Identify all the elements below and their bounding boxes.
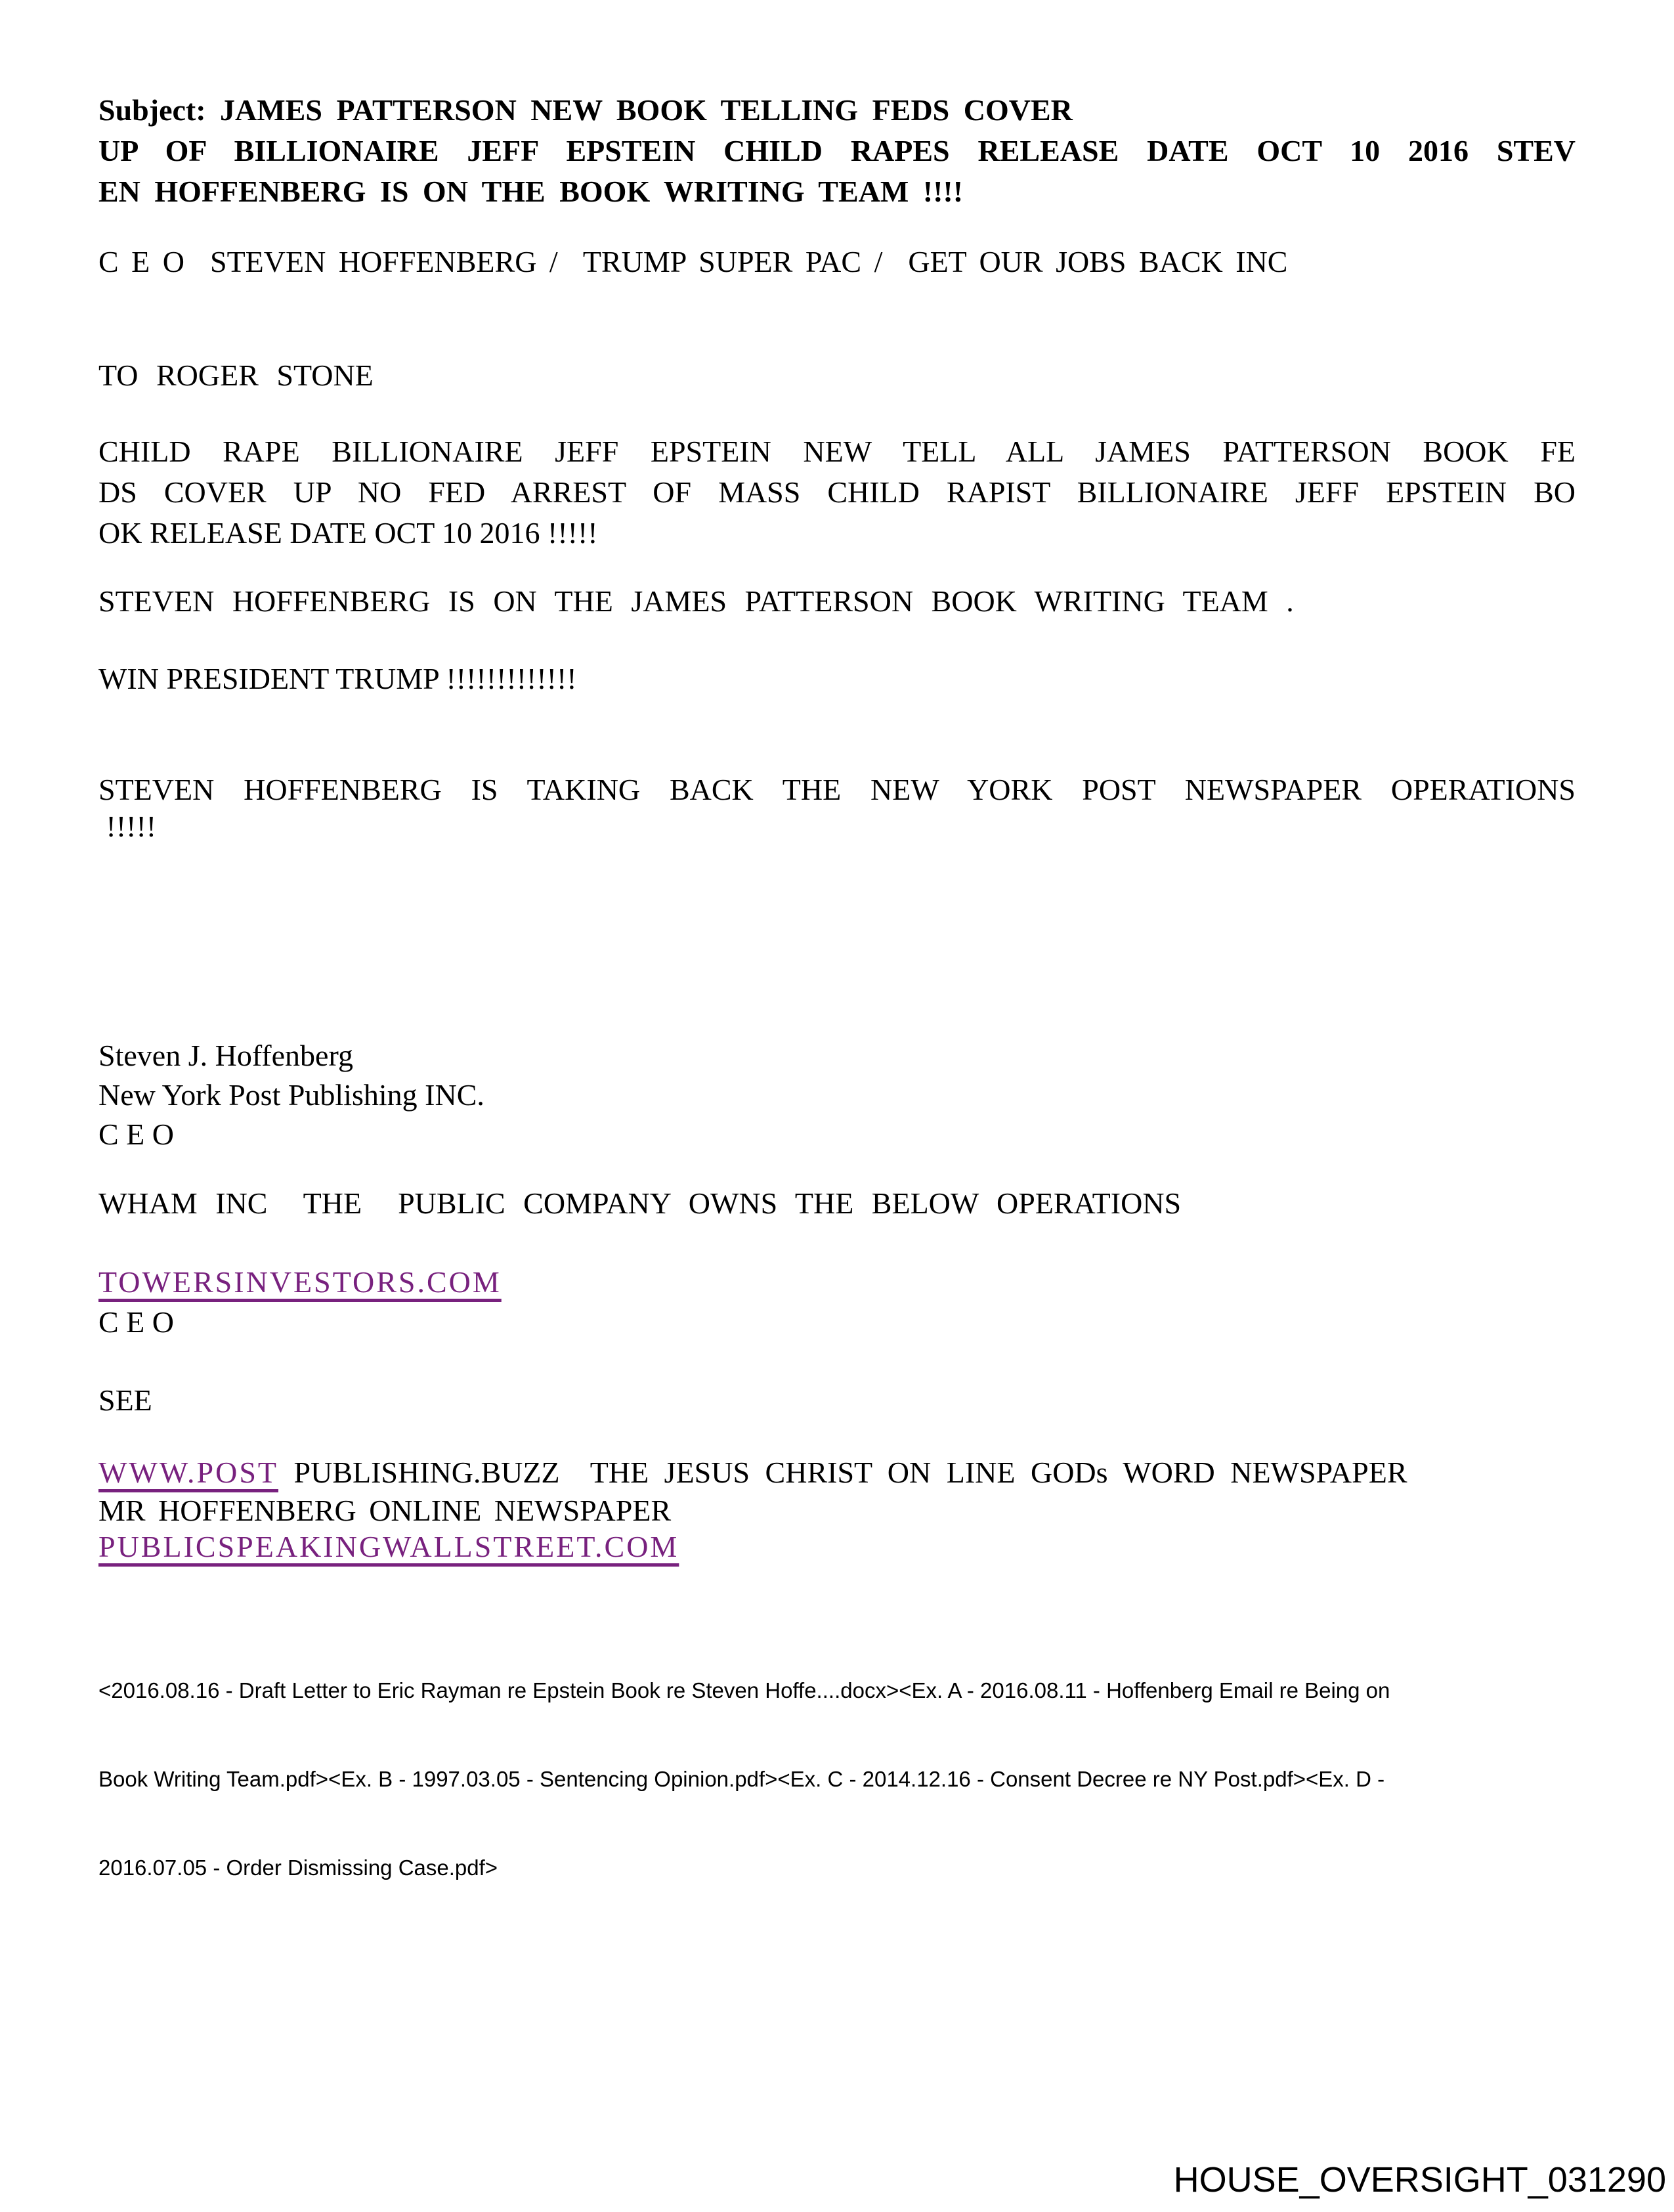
from-line: C E O STEVEN HOFFENBERG / TRUMP SUPER PAC / GET OUR JOBS BACK INC xyxy=(98,245,1288,278)
subject-label: Subject: xyxy=(98,93,206,127)
signature-name: Steven J. Hoffenberg xyxy=(98,1039,353,1072)
bates-number: HOUSE_OVERSIGHT_031290 xyxy=(1173,2160,1666,2200)
body-para1-line-2: DS COVER UP NO FED ARREST OF MASS CHILD RAPIST BILLIONAIRE JEFF EPSTEIN BO xyxy=(98,475,1576,509)
body-para3-line: WIN PRESIDENT TRUMP !!!!!!!!!!!!! xyxy=(98,662,577,695)
signature-title: C E O xyxy=(98,1117,174,1151)
publicspeaking-line xyxy=(98,1527,1576,1567)
attachments-block xyxy=(98,1616,1582,1941)
body-para1-line-3: OK RELEASE DATE OCT 10 2016 !!!!! xyxy=(98,516,598,550)
body-para4-line-2: !!!!! xyxy=(98,810,157,843)
subject-line-2: UP OF BILLIONAIRE JEFF EPSTEIN CHILD RAPES RELEASE DATE OCT 10 2016 STEV xyxy=(98,134,1576,167)
towers-title-line: C E O xyxy=(98,1305,174,1339)
signature-company: New York Post Publishing INC. xyxy=(98,1078,484,1112)
subject-line-3: EN HOFFENBERG IS ON THE BOOK WRITING TEAM !!!! xyxy=(98,175,964,208)
body-para4-line-1: STEVEN HOFFENBERG IS TAKING BACK THE NEW YORK POST NEWSPAPER OPERATIONS xyxy=(98,773,1576,806)
post-publishing-text: PUBLISHING.BUZZ THE JESUS CHRIST ON LINE GODs WORD NEWSPAPER xyxy=(278,1456,1407,1489)
mr-hoffenberg-line: MR HOFFENBERG ONLINE NEWSPAPER xyxy=(98,1494,672,1527)
see-label: SEE xyxy=(98,1383,152,1417)
attachments-line-1: <2016.08.16 - Draft Letter to Eric Rayman re Epstein Book re Steven Hoffe....docx><Ex. A - 2016.08.11 - Hoffenberg Email re Being on xyxy=(98,1678,1390,1702)
subject-text: JAMES PATTERSON NEW BOOK TELLING FEDS COVER xyxy=(205,93,1073,127)
link-towersinvestors[interactable]: TOWERSINVESTORS.COM xyxy=(98,1265,502,1299)
post-publishing-line xyxy=(98,1452,1576,1493)
towersinvestors-line xyxy=(98,1262,1576,1303)
body-para2-line: STEVEN HOFFENBERG IS ON THE JAMES PATTERSON BOOK WRITING TEAM . xyxy=(98,584,1294,618)
link-publicspeakingwallstreet[interactable]: PUBLICSPEAKINGWALLSTREET.COM xyxy=(98,1530,679,1563)
wham-line: WHAM INC THE PUBLIC COMPANY OWNS THE BELOW OPERATIONS xyxy=(98,1186,1182,1220)
to-line: TO ROGER STONE xyxy=(98,358,374,392)
link-www-post[interactable]: WWW.POST xyxy=(98,1456,279,1489)
attachments-line-3: 2016.07.05 - Order Dismissing Case.pdf> xyxy=(98,1855,498,1880)
subject-line-1 xyxy=(98,90,1576,131)
body-para1-line-1: CHILD RAPE BILLIONAIRE JEFF EPSTEIN NEW TELL ALL JAMES PATTERSON BOOK FE xyxy=(98,435,1576,468)
attachments-line-2: Book Writing Team.pdf><Ex. B - 1997.03.05 - Sentencing Opinion.pdf><Ex. C - 2014.12.16 - Consent Decree re NY Post.pdf><Ex. D - xyxy=(98,1767,1385,1791)
